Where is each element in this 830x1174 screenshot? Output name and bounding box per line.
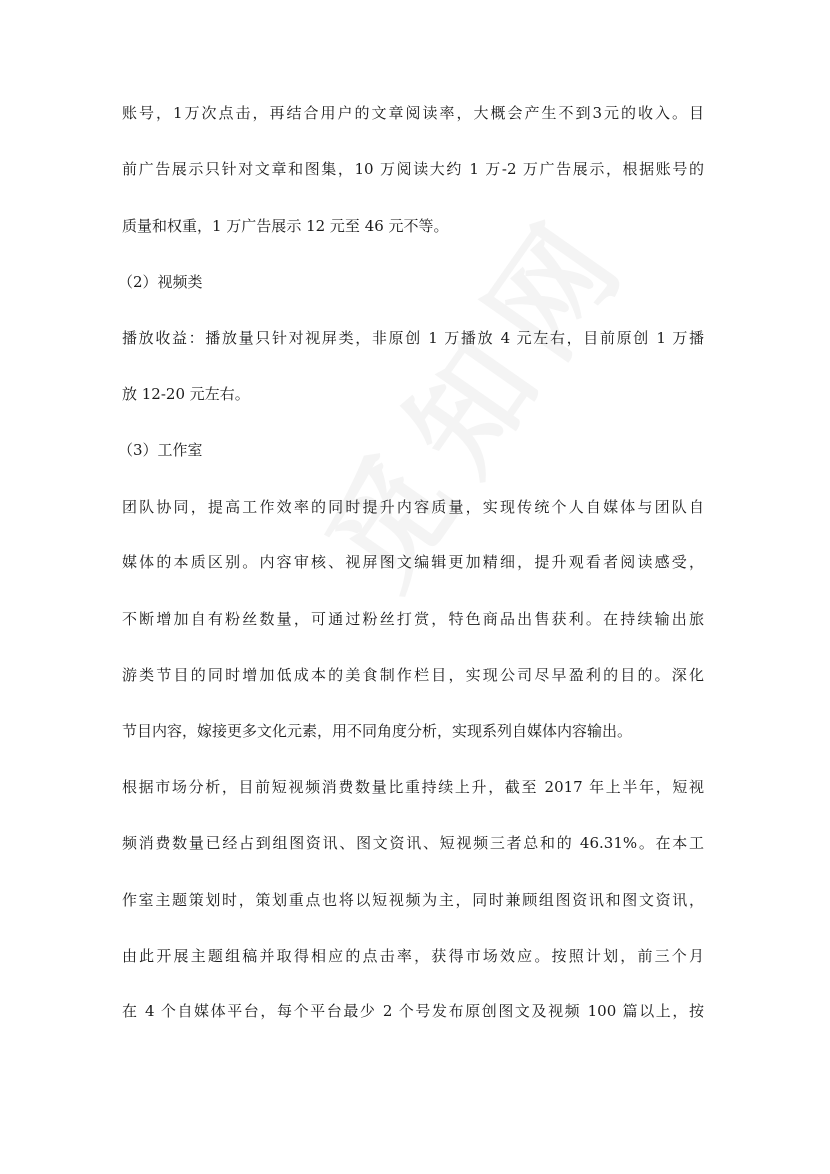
paragraph-line: 由此开展主题组稿并取得相应的点击率，获得市场效应。按照计划，前三个月 <box>122 947 704 965</box>
paragraph-line: 放 12-20 元左右。 <box>122 385 250 403</box>
paragraph-line: 游类节目的同时增加低成本的美食制作栏目，实现公司尽早盈利的目的。深化 <box>122 666 704 684</box>
paragraph-line: 团队协同，提高工作效率的同时提升内容质量，实现传统个人自媒体与团队自 <box>122 498 704 516</box>
section-heading-studio: （3）工作室 <box>118 441 203 459</box>
paragraph-line: 频消费数量已经占到组图资讯、图文资讯、短视频三者总和的 46.31%。在本工 <box>122 834 704 852</box>
paragraph-line: 根据市场分析，目前短视频消费数量比重持续上升，截至 2017 年上半年，短视 <box>122 778 704 796</box>
paragraph-line: 在 4 个自媒体平台，每个平台最少 2 个号发布原创图文及视频 100 篇以上，按 <box>122 1002 704 1020</box>
paragraph-line: 播放收益：播放量只针对视屏类，非原创 1 万播放 4 元左右，目前原创 1 万播 <box>122 329 704 347</box>
paragraph-line: 质量和权重，1 万广告展示 12 元至 46 元不等。 <box>122 217 449 235</box>
paragraph-line: 媒体的本质区别。内容审核、视屏图文编辑更加精细，提升观看者阅读感受， <box>122 553 704 571</box>
section-heading-video: （2）视频类 <box>118 273 203 291</box>
paragraph-line: 不断增加自有粉丝数量，可通过粉丝打赏，特色商品出售获利。在持续输出旅 <box>122 610 704 628</box>
paragraph-line: 前广告展示只针对文章和图集，10 万阅读大约 1 万-2 万广告展示，根据账号的 <box>122 160 704 178</box>
paragraph-line: 作室主题策划时，策划重点也将以短视频为主，同时兼顾组图资讯和图文资讯， <box>122 891 704 909</box>
paragraph-line: 节目内容，嫁接更多文化元素，用不同角度分析，实现系列自媒体内容输出。 <box>122 722 633 740</box>
paragraph-line: 账号，1万次点击，再结合用户的文章阅读率，大概会产生不到3元的收入。目 <box>122 104 704 122</box>
